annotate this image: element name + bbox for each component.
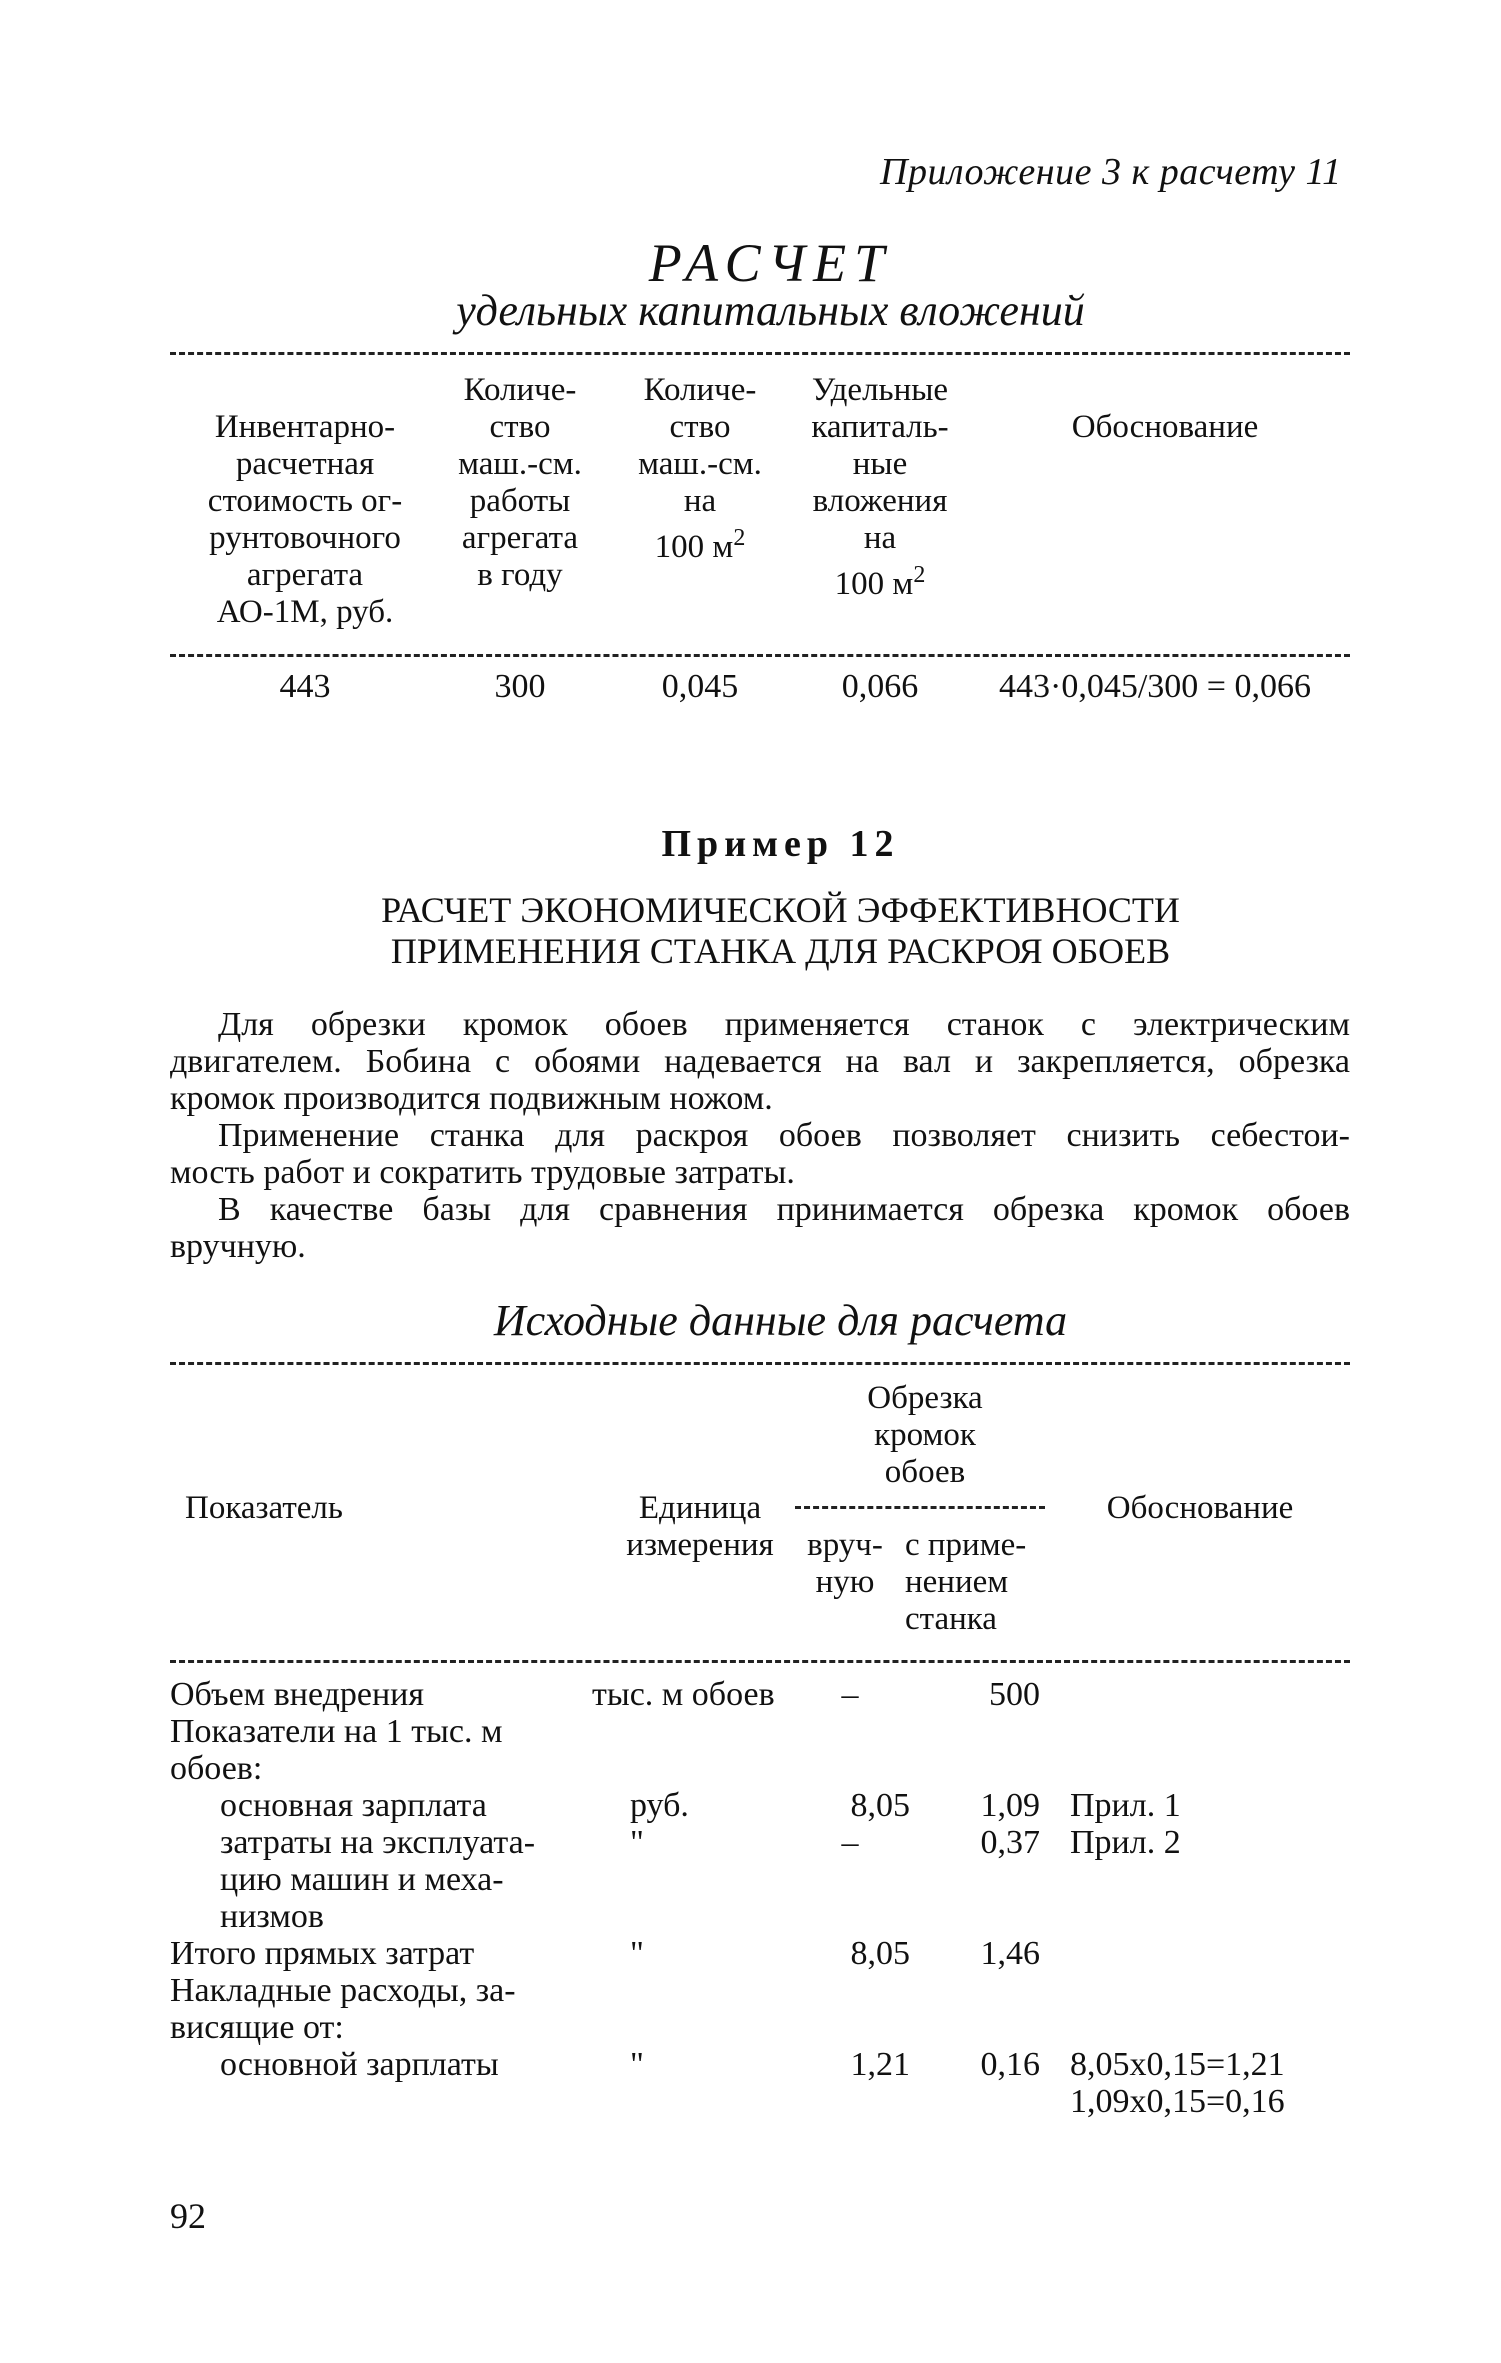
paragraph-3: В качестве базы для сравнения принимается обрезка кромок обоев вручную. [170,1191,1350,1265]
table2-row-overhead-cont: висящие от: [170,2009,344,2046]
table1-mid-rule [170,654,1350,657]
table2-header-trim: Обрезка кромок обоев [867,1380,983,1490]
table1-cell-basis: 443·0,045/300 = 0,066 [999,668,1311,705]
table2-mid-rule [170,1660,1350,1663]
table2-row-machine-costs-cont1: цию машин и меха- [220,1861,504,1898]
table2-row-machine-costs-cont2: низмов [220,1898,324,1935]
table2-row-overhead: Накладные расходы, за- [170,1972,516,2009]
table1-cell-specific-investment: 0,066 [841,668,919,705]
table1-cell-shifts-year: 300 [494,668,546,705]
table1-cell-shifts-100m2: 0,045 [661,668,739,705]
table2-header-manual: вруч- ную [807,1527,883,1600]
page-number: 92 [170,2196,206,2236]
table2-header-machine: с приме- нением станка [905,1527,1027,1637]
table1-header-cost: Инвентарно- расчетная стоимость ог- рунтовочного агрегата АО-1М, руб. [207,409,403,630]
table2-header-indicator: Показатель [185,1490,343,1526]
table1-header-basis: Обоснование [1071,409,1259,445]
table2-header-basis: Обоснование [1106,1490,1294,1526]
table2-top-rule [170,1362,1350,1365]
table2-row-overhead-salary-basis2: 1,09x0,15=0,16 [1070,2083,1285,2120]
table1-top-rule [170,352,1350,355]
source-data-title: Исходные данные для расчета [493,1296,1068,1345]
example-label: Пример 12 [661,823,900,865]
example-heading: РАСЧЕТ ЭКОНОМИЧЕСКОЙ ЭФФЕКТИВНОСТИ ПРИМЕНЕНИЯ СТАНКА ДЛЯ РАСКРОЯ ОБОЕВ [381,890,1180,971]
table1-header-shifts-year: Количе- ство маш.-см. работы агрегата в году [458,372,582,593]
table2-trim-rule [795,1506,1045,1509]
calc-title: РАСЧЕТ [648,233,893,293]
paragraph-2: Применение станка для раскроя обоев позволяет снизить себестои- мость работ и сократить трудовые затраты. [170,1117,1350,1191]
table2-row-per-1000: Показатели на 1 тыс. м [170,1713,503,1750]
calc-subtitle: удельных капитальных вложений [456,286,1085,335]
paragraph-1: Для обрезки кромок обоев применяется станок с электрическим двигателем. Бобина с обоями надевается на вал и закрепляется, обрезка кромок производится подвижным ножом. [170,1006,1350,1117]
table2-row-per-1000-cont: обоев: [170,1750,263,1787]
table1-header-shifts-100m2: Количе- ство маш.-см. на 100 $м^2$ [638,372,762,565]
table1-header-specific-investment: Удельные капиталь- ные вложения на 100 $м^2$ [811,372,949,602]
table1-cell-cost: 443 [279,668,331,705]
table2-header-unit: Единица измерения [626,1490,774,1563]
appendix-reference: Приложение 3 к расчету 11 [880,151,1342,193]
